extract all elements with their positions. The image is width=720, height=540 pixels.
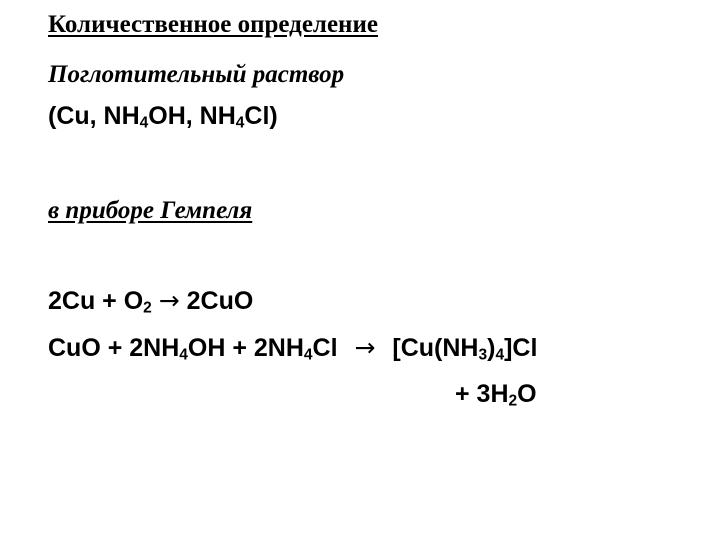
equation-part: OH + 2NH [187, 334, 304, 362]
equation-part: ]Cl [504, 334, 538, 362]
equation-2-continuation [455, 380, 537, 410]
equation-part: [Cu(NH [392, 334, 479, 362]
equation-part: O [517, 380, 537, 408]
composition-part: Cl) [244, 102, 278, 130]
subscript: 4 [235, 114, 245, 132]
reaction-arrow-icon: → [354, 333, 376, 362]
solution-title [48, 62, 344, 87]
subscript: 4 [303, 346, 313, 364]
device-label-text: в приборе Гемпеля [48, 197, 253, 224]
subscript: 3 [478, 346, 488, 364]
composition-part: (Cu, NH [48, 102, 140, 130]
equation-1 [48, 286, 254, 317]
slide-heading [48, 12, 378, 37]
equation-part: 2CuO [186, 287, 254, 315]
solution-title-text: Поглотительный раствор [48, 61, 345, 88]
equation-part: 2Cu + O [48, 287, 144, 315]
equation-part: CuO + 2NH [48, 334, 180, 362]
reaction-arrow-icon: → [158, 286, 180, 315]
subscript: 2 [508, 392, 518, 410]
device-label [48, 198, 252, 223]
subscript: 4 [139, 114, 149, 132]
subscript: 2 [143, 299, 152, 317]
equation-part: Cl [312, 334, 338, 362]
equation-part: ) [487, 334, 496, 362]
solution-composition [48, 102, 278, 132]
subscript: 4 [179, 346, 188, 364]
equation-2 [48, 333, 538, 364]
subscript: 4 [495, 346, 505, 364]
heading-text: Количественное определение [48, 11, 378, 38]
composition-part: OH, NH [148, 102, 236, 130]
equation-part: + 3H [455, 380, 509, 408]
